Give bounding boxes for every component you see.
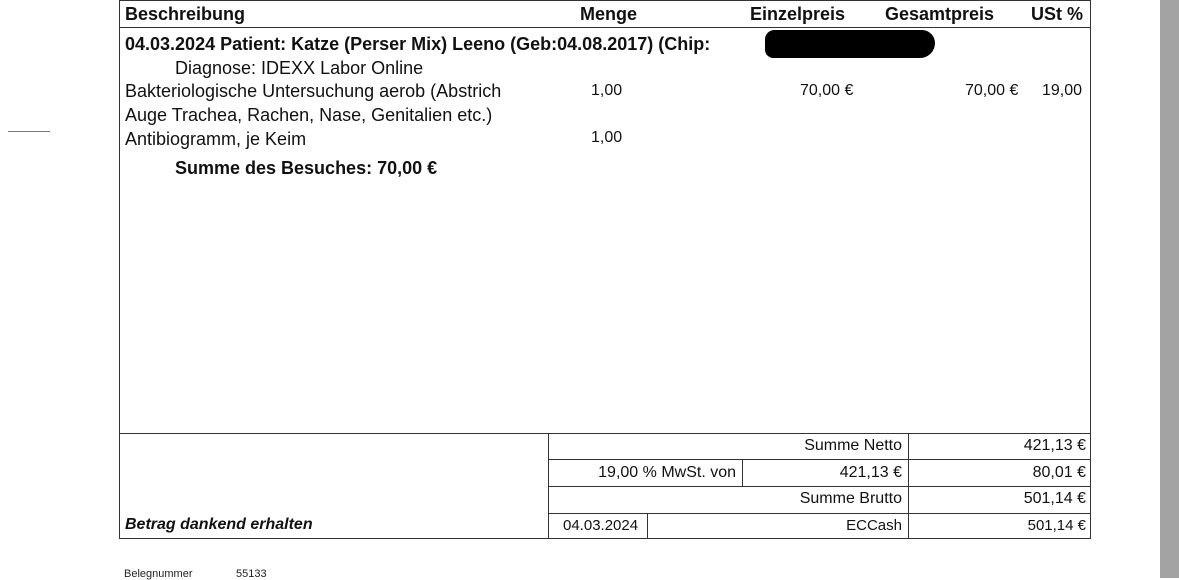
payment-date: 04.03.2024 xyxy=(563,517,639,534)
col-header-gesamtpreis: Gesamtpreis xyxy=(885,4,995,24)
item-1-menge: 1,00 xyxy=(591,82,623,99)
visit-title: 04.03.2024 Patient: Katze (Perser Mix) Leeno (Geb:04.08.2017) (Chip: xyxy=(125,34,711,54)
viewer-scroll-gutter[interactable] xyxy=(1160,0,1179,578)
col-header-beschreibung: Beschreibung xyxy=(125,4,246,24)
col-header-ust: USt % xyxy=(1031,4,1084,24)
header-divider xyxy=(120,27,1090,28)
item-2-desc-line1: Antibiogramm, je Keim xyxy=(125,129,307,149)
mwst-value: 80,01 € xyxy=(1032,464,1086,481)
item-1-ust: 19,00 xyxy=(1042,82,1083,99)
totals-top-divider xyxy=(120,433,1090,434)
brutto-value: 501,14 € xyxy=(1023,490,1086,507)
mwst-base: 421,13 € xyxy=(839,464,902,481)
totals-row1-divider xyxy=(548,459,1090,460)
visit-sum: Summe des Besuches: 70,00 € xyxy=(175,158,438,178)
netto-value: 421,13 € xyxy=(1023,437,1086,454)
belegnummer-label: Belegnummer xyxy=(124,568,193,580)
payment-date-divider xyxy=(647,513,648,539)
belegnummer-value: 55133 xyxy=(236,568,267,580)
totals-row2-divider xyxy=(548,486,1090,487)
redacted-chip-number xyxy=(765,30,935,58)
diagnose-line: Diagnose: IDEXX Labor Online xyxy=(175,58,424,78)
mwst-label: 19,00 % MwSt. von xyxy=(598,464,736,481)
netto-label: Summe Netto xyxy=(804,437,902,454)
brutto-label: Summe Brutto xyxy=(799,490,902,507)
mwst-base-divider xyxy=(742,459,743,486)
page-edge-mark xyxy=(8,131,50,132)
invoice-table xyxy=(119,0,1091,539)
betrag-label: Betrag dankend erhalten xyxy=(125,516,313,533)
item-2-menge: 1,00 xyxy=(591,129,623,146)
item-1-einzelpreis: 70,00 € xyxy=(800,82,854,99)
payment-method: ECCash xyxy=(846,517,902,534)
col-header-einzelpreis: Einzelpreis xyxy=(750,4,846,24)
payment-value: 501,14 € xyxy=(1027,517,1086,534)
totals-row3-divider xyxy=(548,513,1090,514)
col-header-menge: Menge xyxy=(580,4,638,24)
item-1-desc-line2: Auge Trachea, Rachen, Nase, Genitalien etc.) xyxy=(125,105,493,125)
item-1-gesamtpreis: 70,00 € xyxy=(965,82,1019,99)
item-1-desc-line1: Bakteriologische Untersuchung aerob (Abstrich xyxy=(125,81,502,101)
